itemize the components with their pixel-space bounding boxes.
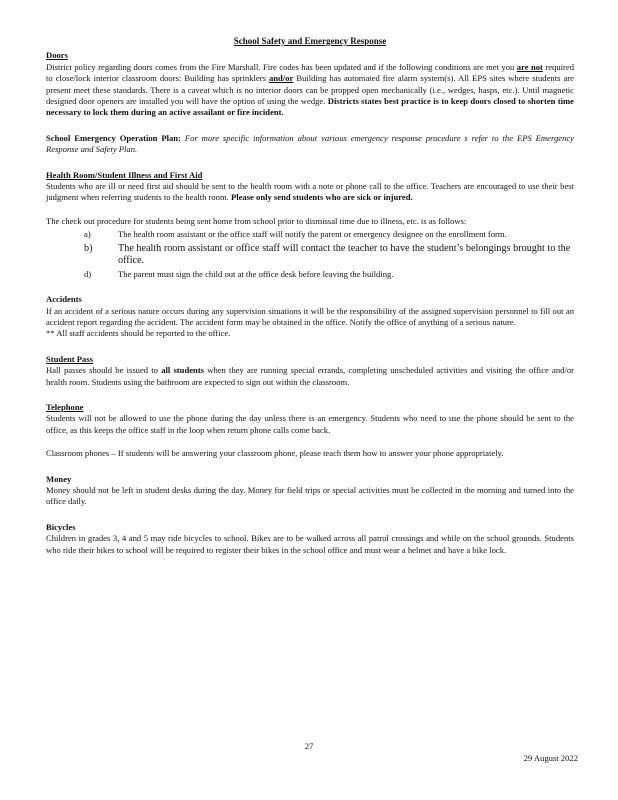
doors-and-or: and/or (268, 73, 294, 84)
student-pass-heading: Student Pass (46, 353, 94, 364)
student-pass-section (46, 354, 574, 388)
doors-best-practice: Districts states best practice is to keep doors closed to shorten time necessary to lock them during an active assailant or fire incident. (46, 96, 574, 118)
health-paragraph (46, 181, 574, 204)
money-paragraph: Money should not be left in student desks during the day. Money for field trips or special activities must be collected in the morning and turned into the office daily. (46, 484, 574, 507)
doors-text-1: District policy regarding doors comes from the Fire Marshall. Fire codes has been updated and if the following conditions are met you (46, 61, 517, 72)
doors-text-2: required to close/lock interior classroom doors: Building has sprinklers (46, 61, 574, 84)
telephone-paragraph: Students will not be allowed to use the phone during the day unless there is an emergency. Students who need to use the phone should be sent to the office, as this keeps the office staff in the loop when return phone calls come back. (46, 413, 574, 435)
list-item (46, 229, 574, 240)
page-number: 27 (304, 741, 314, 751)
doors-section (46, 50, 574, 118)
list-item (46, 243, 574, 267)
health-text: Students who are ill or need first aid should be sent to the health room with a note or phone call to the office. Teachers are encouraged to use their best judgment when referring students to the health room. (46, 181, 574, 203)
checkout-steps (46, 229, 574, 280)
money-heading: Money (46, 473, 72, 484)
bicycles-section (46, 522, 574, 556)
eop-paragraph (46, 133, 574, 156)
doors-are-not: are not (516, 61, 543, 72)
footer-date: 29 August 2022 (523, 753, 578, 763)
list-marker: a) (84, 229, 91, 240)
page-title: School Safety and Emergency Response (233, 36, 387, 46)
doors-paragraph (46, 62, 574, 119)
student-pass-paragraph (46, 365, 574, 388)
list-text: The parent must sign the child out at the office desk before leaving the building. (118, 268, 394, 279)
accidents-note: ** All staff accidents should be reported to the office. (46, 328, 231, 339)
list-marker: b) (84, 242, 93, 254)
eop-label: School Emergency Operation Plan: (46, 132, 181, 143)
list-item (46, 269, 574, 280)
eop-text: For more specific information about various emergency response procedure s refer to the EPS Emergency Response and Safety Plan. (46, 132, 575, 155)
telephone-heading: Telephone (46, 401, 84, 412)
student-pass-text-1: Hall passes should be issued to (46, 365, 162, 376)
money-section (46, 474, 574, 508)
health-heading: Health Room/Student Illness and First Aid (46, 169, 203, 180)
document-page (46, 36, 574, 570)
doors-heading: Doors (46, 50, 68, 61)
list-text: The health room assistant or the office staff will notify the parent or emergency designee on the enrollment form. (118, 229, 507, 240)
accidents-paragraph: If an accident of a serious nature occurs during any supervision situations it will be the responsibility of the assigned supervision personnel to fill out an accident report regarding the accident. The accident form may be obtained in the office. Notify the office of anything of a serious nature. (46, 305, 574, 327)
bicycles-heading: Bicycles (46, 521, 76, 532)
bicycles-paragraph: Children in grades 3, 4 and 5 may ride bicycles to school. Bikes are to be walked across all patrol crossings and while on the school grounds. Students who ride their bikes to school will be required to register their bikes in the school office and must wear a helmet and have a bike lock. (46, 533, 574, 555)
checkout-paragraph: The check out procedure for students being sent home from school prior to dismissal time due to illness, etc. is as follows: (46, 215, 467, 226)
doors-text-3: Building has automated fire alarm system(s). All EPS sites where students are present meet these standards. There is a caveat which is no interior doors can be propped open mechanically (i.e., wedges, hasps, etc.). Until magnetic designed door openers are installed you will have the option of using the wedge. (46, 73, 574, 107)
accidents-heading: Accidents (46, 294, 82, 305)
all-students: all students (161, 365, 205, 376)
eop-section (46, 133, 574, 156)
health-section (46, 170, 574, 280)
student-pass-text-2: when they are running special errands, completing unscheduled activities and visiting the office and/or health room. Students using the bathroom are expected to sign out within the classroom. (46, 365, 574, 387)
list-text: The health room assistant or office staff will contact the teacher to have the student’s belongings brought to the office. (118, 242, 571, 266)
accidents-section (46, 294, 574, 340)
telephone-section (46, 402, 574, 460)
list-marker: d) (84, 268, 92, 279)
classroom-phones-paragraph: Classroom phones – If students will be answering your classroom phone, please teach them how to answer your phone appropriately. (46, 448, 504, 459)
health-bold: Please only send students who are sick or injured. (230, 192, 413, 203)
